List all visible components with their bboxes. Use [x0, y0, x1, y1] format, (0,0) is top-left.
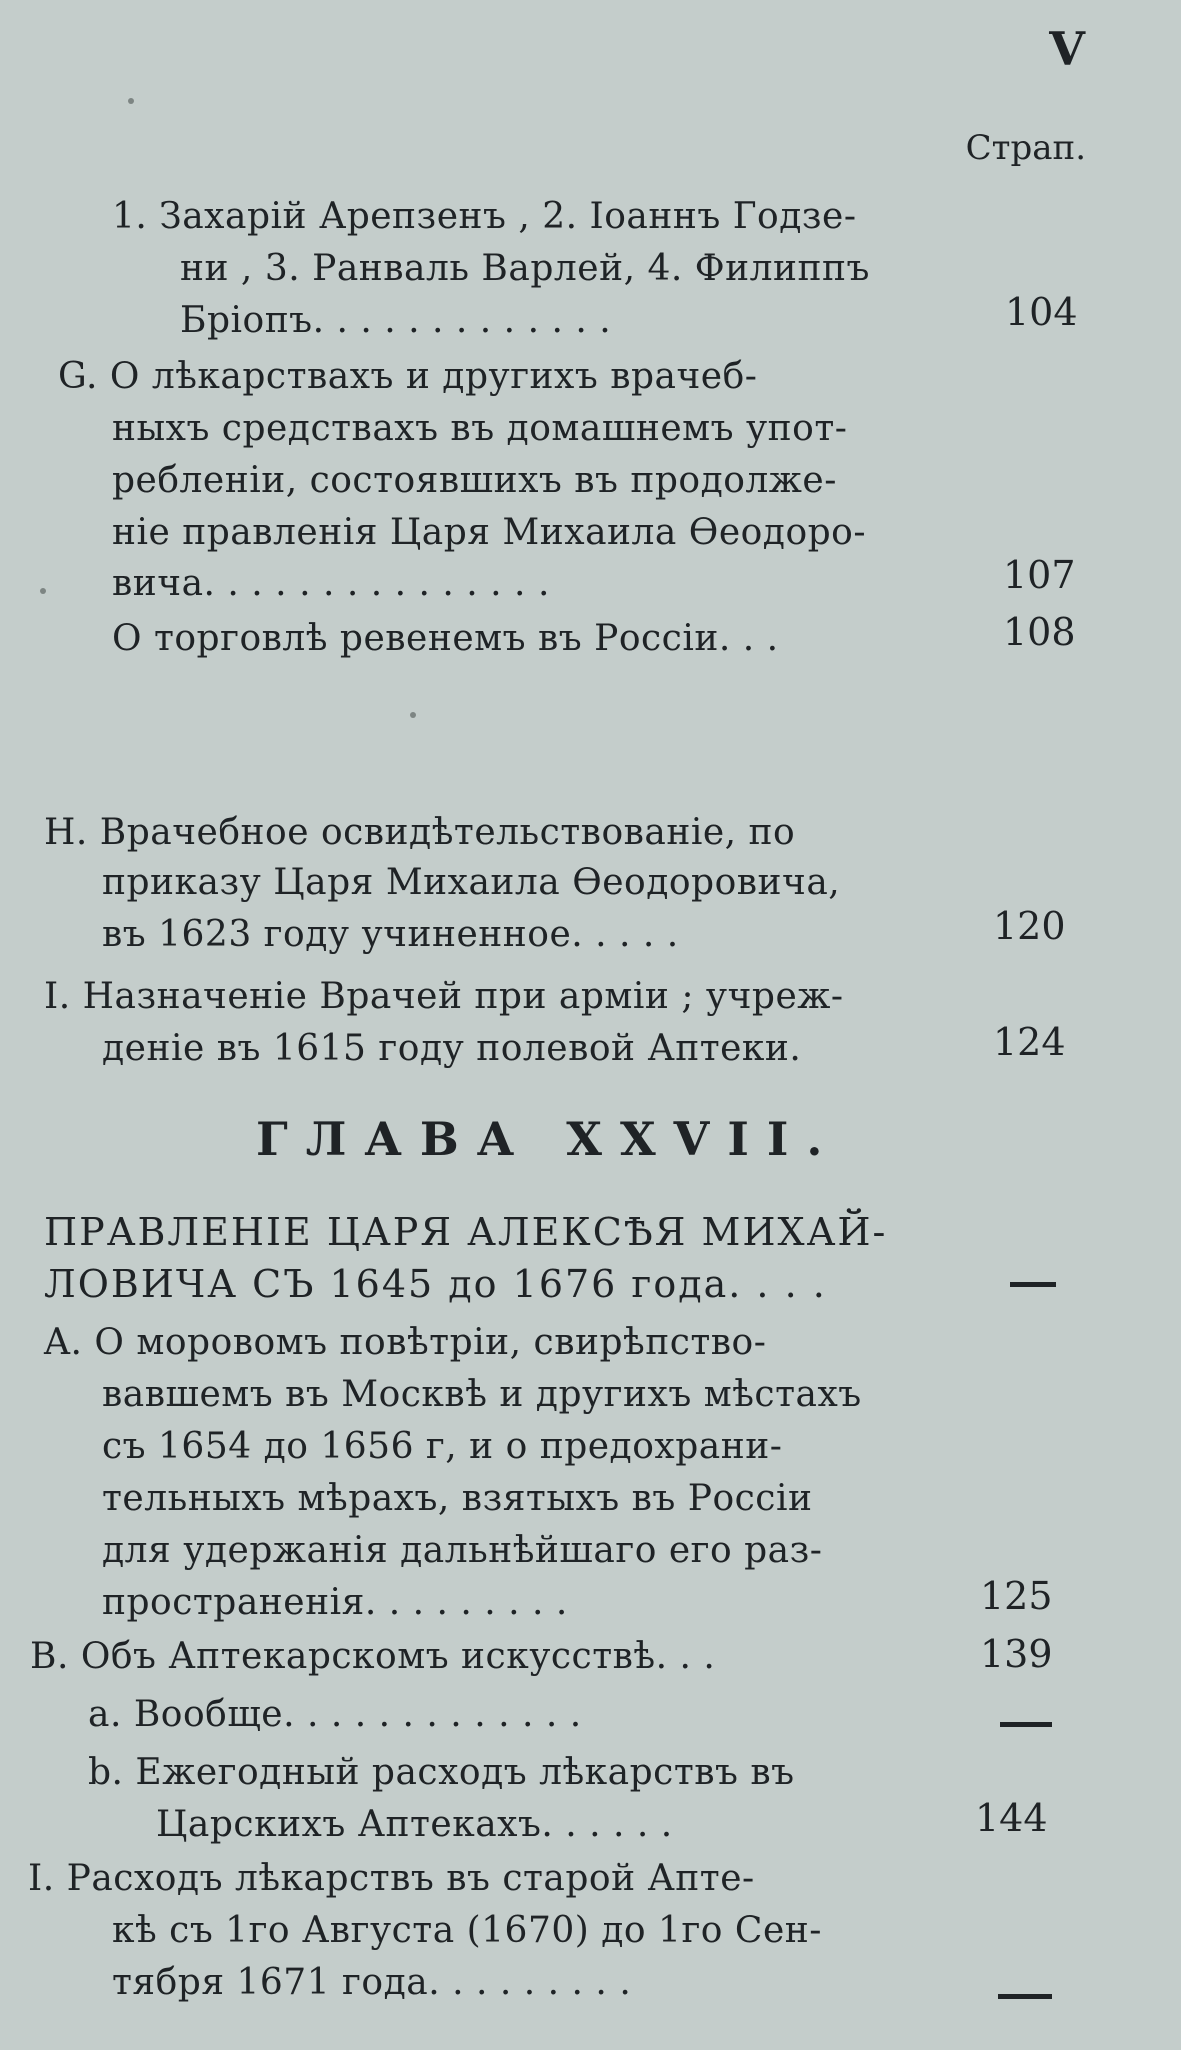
entry-line: ніе правленія Царя Михаила Ѳеодоро-: [112, 512, 867, 553]
entry-line: тября 1671 года. . . . . . . . .: [112, 1962, 632, 2003]
entry-line: въ 1623 году учиненное. . . . .: [102, 914, 679, 955]
entry-line: B. Объ Аптекарскомъ искусствѣ. . .: [30, 1636, 716, 1677]
page-numeral: V: [1049, 22, 1085, 76]
column-label: Страп.: [965, 128, 1086, 168]
same-page-dash: [998, 1994, 1052, 1999]
page-ref: 120: [993, 904, 1066, 948]
entry-line: тельныхъ мѣрахъ, взятыхъ въ Россіи: [102, 1478, 813, 1519]
paper-speck: [128, 98, 134, 104]
entry-line: вавшемъ въ Москвѣ и другихъ мѣстахъ: [102, 1374, 862, 1415]
entry-line: Царскихъ Аптекахъ. . . . . .: [156, 1804, 673, 1845]
entry-line: H. Врачебное освидѣтельствованіе, по: [44, 812, 796, 853]
same-page-dash: [1000, 1722, 1052, 1727]
entry-line: Бріопъ. . . . . . . . . . . . .: [180, 300, 612, 341]
entry-line: A. О моровомъ повѣтріи, свирѣпство-: [44, 1322, 767, 1363]
paper-speck: [40, 588, 46, 594]
entry-line: b. Ежегодный расходъ лѣкарствъ въ: [88, 1752, 795, 1793]
page-ref: 139: [980, 1632, 1053, 1676]
entry-line: О торговлѣ ревенемъ въ Россіи. . .: [112, 618, 779, 659]
entry-line: вича. . . . . . . . . . . . . . .: [112, 563, 550, 604]
entry-line: деніе въ 1615 году полевой Аптеки.: [102, 1028, 802, 1069]
page-ref: 104: [1005, 290, 1078, 334]
entry-line: ныхъ средствахъ въ домашнемъ упот-: [112, 408, 848, 449]
reign-title-line: ЛОВИЧА СЪ 1645 до 1676 года. . . .: [44, 1262, 827, 1306]
entry-line: ни , 3. Ранваль Варлей, 4. Филиппъ: [180, 248, 870, 289]
chapter-heading: ГЛАВА XXVII.: [256, 1112, 841, 1166]
entry-line: кѣ съ 1го Августа (1670) до 1го Сен-: [112, 1910, 822, 1951]
entry-line: для удержанія дальнѣйшаго его раз-: [102, 1530, 823, 1571]
page-ref: 107: [1003, 553, 1076, 597]
page-ref: 144: [975, 1796, 1048, 1840]
reign-title-line: ПРАВЛЕНІЕ ЦАРЯ АЛЕКСѢЯ МИХАЙ-: [44, 1210, 888, 1254]
entry-line: G. О лѣкарствахъ и другихъ врачеб-: [58, 356, 758, 397]
entry-line: a. Вообще. . . . . . . . . . . . .: [88, 1694, 582, 1735]
entry-line: съ 1654 до 1656 г, и о предохрани-: [102, 1426, 783, 1467]
page-ref: 125: [980, 1574, 1053, 1618]
page-ref: 108: [1003, 610, 1076, 654]
entry-line: пространенія. . . . . . . . .: [102, 1582, 568, 1623]
same-page-dash: [1010, 1282, 1056, 1287]
paper-speck: [410, 712, 416, 718]
page-ref: 124: [993, 1020, 1066, 1064]
entry-line: I. Расходъ лѣкарствъ въ старой Апте-: [28, 1858, 755, 1899]
entry-line: I. Назначеніе Врачей при арміи ; учреж-: [44, 976, 844, 1017]
entry-line: ребленіи, состоявшихъ въ продолже-: [112, 460, 837, 501]
entry-line: приказу Царя Михаила Ѳеодоровича,: [102, 862, 841, 903]
entry-line: 1. Захарій Арепзенъ , 2. Іоаннъ Годзе-: [112, 196, 857, 237]
